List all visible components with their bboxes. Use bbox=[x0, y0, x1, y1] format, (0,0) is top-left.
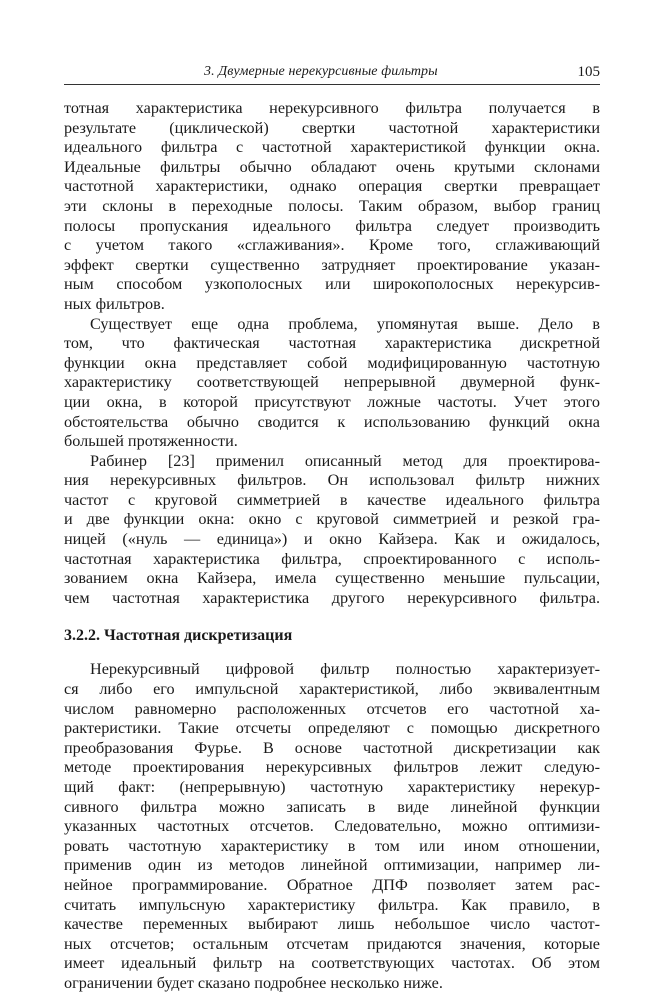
text-line: ции окна, в которой присутствуют ложные частоты. Учет этого bbox=[64, 392, 600, 411]
text-line: результате (циклической) свертки частотной характеристики bbox=[64, 118, 600, 137]
text-line: ным способом узкополосных или широкополосных нерекурсив- bbox=[64, 275, 600, 294]
text-line: полосы пропускания идеального фильтра следует производить bbox=[64, 216, 600, 235]
text-line: качестве переменных выбирают лишь небольшое число частот- bbox=[64, 915, 600, 934]
text-line: сивного фильтра можно записать в виде линейной функции bbox=[64, 797, 600, 816]
text-line: Нерекурсивный цифровой фильтр полностью характеризует- bbox=[90, 660, 600, 679]
text-line: идеального фильтра с частотной характеристикой функции окна. bbox=[64, 138, 600, 157]
paragraph-2 bbox=[64, 315, 600, 452]
text-line: частотной характеристики, однако операция свертки превращает bbox=[64, 177, 600, 196]
running-head bbox=[64, 58, 600, 85]
text-line: ограничении будет сказано подробнее несколько ниже. bbox=[64, 973, 443, 992]
text-line: числом равномерно расположенных отсчетов его частотной ха- bbox=[64, 699, 600, 718]
paragraph-3 bbox=[64, 452, 600, 609]
text-line: ницей («нуль — единица») и окно Кайзера. Как и ожидалось, bbox=[64, 530, 600, 549]
text-line: имеет идеальный фильтр на соответствующих частотах. Об этом bbox=[64, 954, 600, 973]
text-line: характеристику соответствующей непрерывной двумерной функ- bbox=[64, 373, 600, 392]
text-line: эти склоны в переходные полосы. Таким образом, выбор границ bbox=[64, 196, 600, 215]
text-line: нейное программирование. Обратное ДПФ позволяет затем рас- bbox=[64, 875, 600, 894]
text-line: зованием окна Кайзера, имела существенно меньшие пульсации, bbox=[64, 569, 600, 588]
text-line: ных фильтров. bbox=[64, 294, 165, 313]
book-page bbox=[64, 58, 600, 994]
paragraph-4 bbox=[64, 660, 600, 993]
text-line: и две функции окна: окно с круговой симметрией и резкой гра- bbox=[64, 510, 600, 529]
text-line: с учетом такого «сглаживания». Кроме того, сглаживающий bbox=[64, 236, 600, 255]
page-number: 105 bbox=[577, 64, 600, 80]
text-line: эффект свертки существенно затрудняет проектирование указан- bbox=[64, 255, 600, 274]
text-line: считать импульсную характеристику фильтра. Как правило, в bbox=[64, 895, 600, 914]
text-line: том, что фактическая частотная характеристика дискретной bbox=[64, 334, 600, 353]
text-line: Существует еще одна проблема, упомянутая выше. Дело в bbox=[90, 314, 600, 333]
running-title: 3. Двумерные нерекурсивные фильтры bbox=[204, 64, 438, 79]
text-line: ся либо его импульсной характеристикой, либо эквивалентным bbox=[64, 680, 600, 699]
text-line: щий факт: (непрерывную) частотную характеристику нерекур- bbox=[64, 778, 600, 796]
text-line: большей протяженности. bbox=[64, 432, 238, 451]
text-line: ровать частотную характеристику в том или ином отношении, bbox=[64, 836, 600, 855]
paragraph-1 bbox=[64, 99, 600, 315]
text-line: функции окна представляет собой модифицированную частотную bbox=[64, 353, 600, 372]
text-line: ния нерекурсивных фильтров. Он использовал фильтр нижних bbox=[64, 471, 600, 490]
text-line: Рабинер [23] применил описанный метод для проектирова- bbox=[90, 451, 600, 470]
text-line: применив один из методов линейной оптимизации, например ли- bbox=[64, 856, 600, 875]
text-line: чем частотная характеристика другого нерекурсивного фильтра. bbox=[64, 588, 600, 607]
text-line: указанных частотных отсчетов. Следовательно, можно оптимизи- bbox=[64, 817, 600, 836]
text-line: ных отсчетов; остальным отсчетам придаются значения, которые bbox=[64, 934, 600, 953]
text-line: преобразования Фурье. В основе частотной дискретизации как bbox=[64, 738, 600, 757]
text-line: тотная характеристика нерекурсивного фильтра получается в bbox=[64, 99, 600, 117]
text-line: частот с круговой симметрией в качестве идеального фильтра bbox=[64, 490, 600, 509]
body-text bbox=[64, 99, 600, 994]
text-line: Идеальные фильтры обычно обладают очень крутыми склонами bbox=[64, 157, 600, 176]
text-line: частотная характеристика фильтра, спроектированного с исполь- bbox=[64, 549, 600, 568]
text-line: обстоятельства обычно сводится к использованию функций окна bbox=[64, 412, 600, 431]
text-line: рактеристики. Такие отсчеты определяют с помощью дискретного bbox=[64, 719, 600, 738]
text-line: методе проектирования нерекурсивных фильтров лежит следую- bbox=[64, 758, 600, 777]
section-heading: 3.2.2. Частотная дискретизация bbox=[64, 627, 293, 645]
